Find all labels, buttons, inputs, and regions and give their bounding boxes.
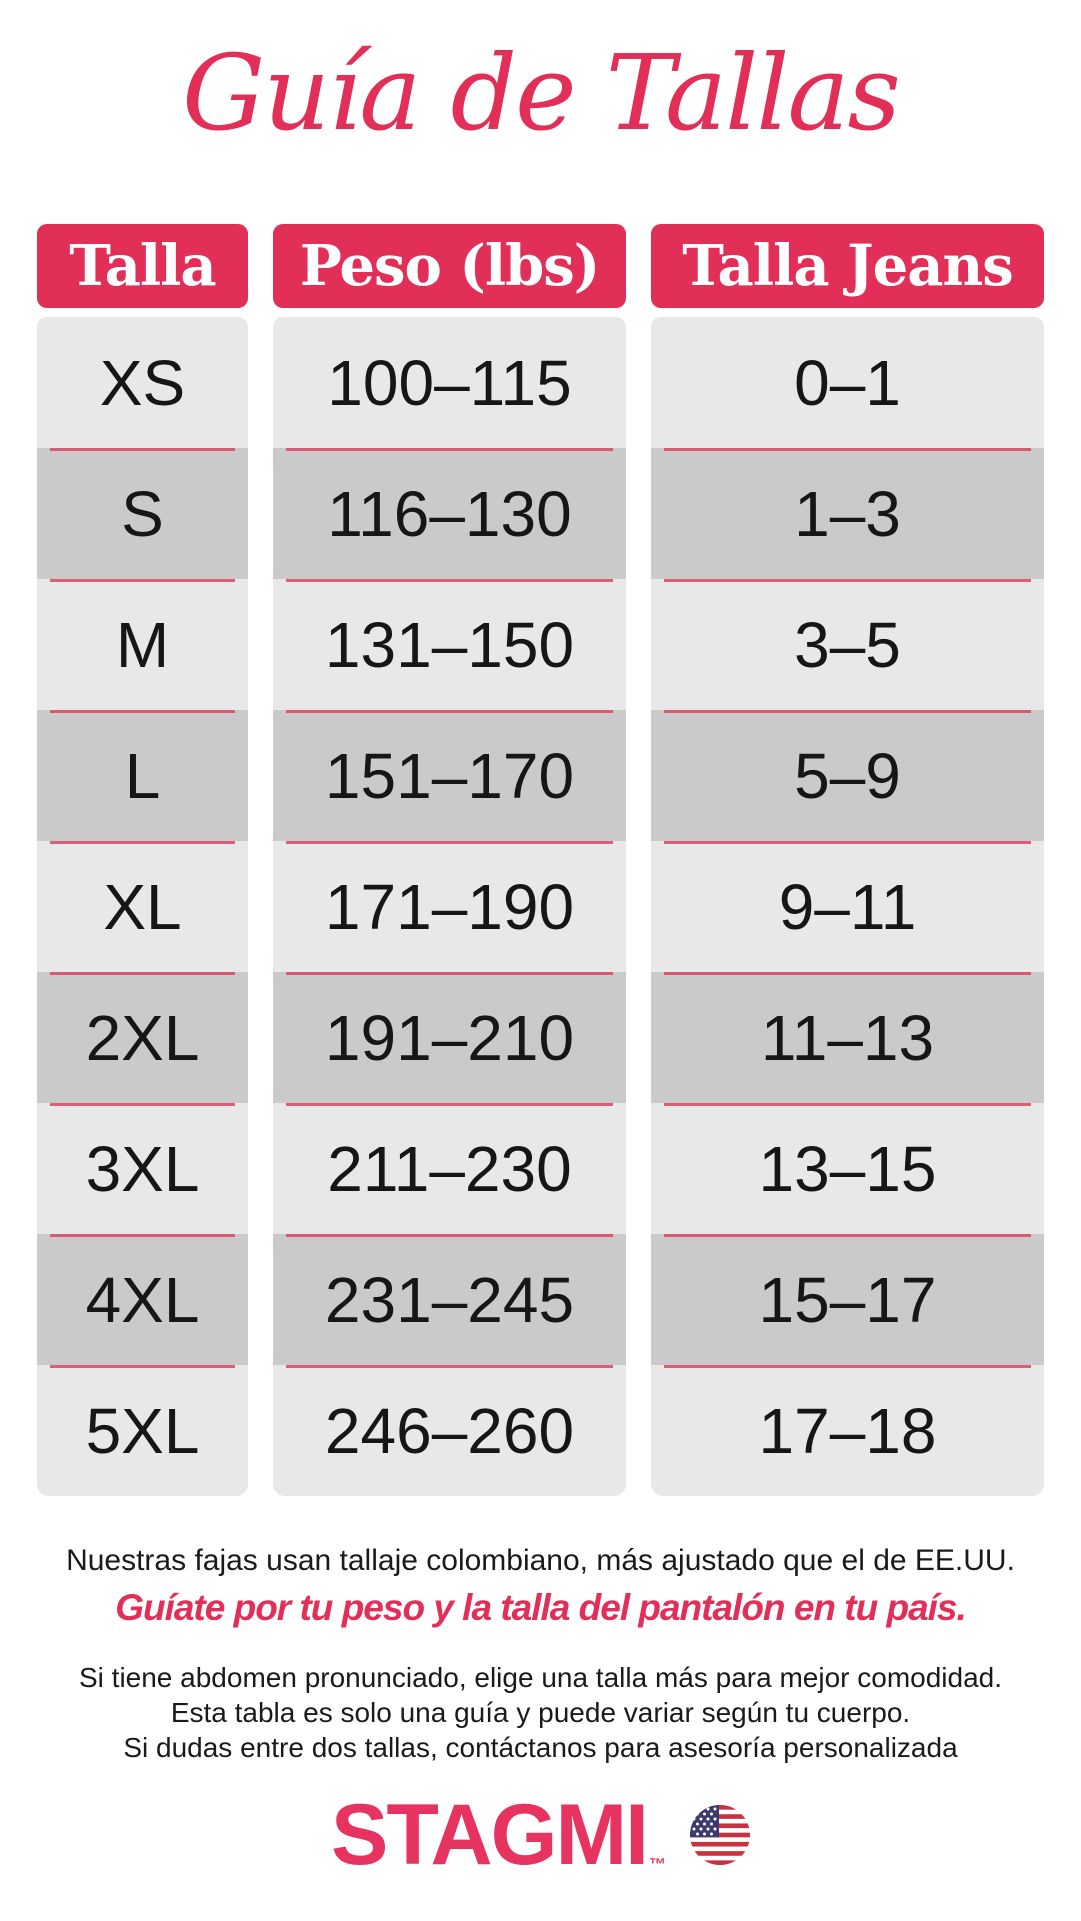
column-header-peso: Peso (lbs) bbox=[273, 224, 626, 308]
table-cell-talla-row7 bbox=[37, 1103, 248, 1234]
cell-value: 211–230 bbox=[327, 1132, 572, 1205]
row-separator bbox=[286, 1365, 613, 1368]
row-separator bbox=[664, 1234, 1031, 1237]
cell-value: 191–210 bbox=[324, 1001, 575, 1074]
row-separator bbox=[50, 1103, 235, 1106]
cell-value: 246–260 bbox=[324, 1394, 575, 1467]
column-talla bbox=[37, 224, 248, 1496]
note-block-bottom bbox=[0, 1660, 1081, 1765]
row-separator bbox=[50, 972, 235, 975]
row-separator bbox=[50, 579, 235, 582]
cell-value: XS bbox=[99, 346, 186, 419]
table-cell-peso-row9 bbox=[273, 1365, 626, 1496]
cell-value: 11–13 bbox=[760, 1001, 935, 1074]
cell-value: 17–18 bbox=[758, 1394, 937, 1467]
column-body-peso bbox=[273, 317, 626, 1496]
note-contact: Si dudas entre dos tallas, contáctanos para asesoría personalizada bbox=[123, 1732, 958, 1763]
cell-value: 1–3 bbox=[794, 477, 901, 550]
row-separator bbox=[50, 710, 235, 713]
table-cell-peso-row5 bbox=[273, 841, 626, 972]
row-separator bbox=[664, 448, 1031, 451]
table-cell-peso-row7 bbox=[273, 1103, 626, 1234]
cell-value: 231–245 bbox=[324, 1263, 575, 1336]
cell-value: 3XL bbox=[85, 1132, 200, 1205]
page-title: Guía de Tallas bbox=[182, 32, 899, 154]
table-cell-jeans-row6 bbox=[651, 972, 1044, 1103]
brand-logo bbox=[330, 1787, 665, 1883]
us-flag-icon bbox=[690, 1805, 750, 1865]
table-cell-talla-row5 bbox=[37, 841, 248, 972]
note-sizing-info: Nuestras fajas usan tallaje colombiano, más ajustado que el de EE.UU. bbox=[66, 1544, 1015, 1577]
cell-value: 9–11 bbox=[778, 870, 917, 943]
row-separator bbox=[286, 1103, 613, 1106]
note-guide-only: Esta tabla es solo una guía y puede variar según tu cuerpo. bbox=[170, 1697, 911, 1728]
cell-value: 131–150 bbox=[324, 608, 575, 681]
cell-value: 13–15 bbox=[758, 1132, 937, 1205]
column-peso bbox=[273, 224, 626, 1496]
cell-value: XL bbox=[103, 870, 182, 943]
cell-value: 3–5 bbox=[794, 608, 901, 681]
row-separator bbox=[664, 1103, 1031, 1106]
table-cell-jeans-row8 bbox=[651, 1234, 1044, 1365]
table-cell-peso-row8 bbox=[273, 1234, 626, 1365]
column-header-jeans: Talla Jeans bbox=[651, 224, 1044, 308]
table-cell-talla-row4 bbox=[37, 710, 248, 841]
row-separator bbox=[286, 710, 613, 713]
cell-value: 151–170 bbox=[324, 739, 575, 812]
row-separator bbox=[664, 1365, 1031, 1368]
row-separator bbox=[286, 579, 613, 582]
table-cell-talla-row9 bbox=[37, 1365, 248, 1496]
table-cell-jeans-row2 bbox=[651, 448, 1044, 579]
cell-value: 5XL bbox=[85, 1394, 200, 1467]
brand-footer bbox=[0, 1787, 1081, 1883]
row-separator bbox=[664, 579, 1031, 582]
cell-value: 116–130 bbox=[327, 477, 572, 550]
table-cell-peso-row6 bbox=[273, 972, 626, 1103]
brand-name: STAGMI bbox=[330, 1787, 648, 1883]
row-separator bbox=[50, 448, 235, 451]
table-cell-peso-row2 bbox=[273, 448, 626, 579]
table-cell-peso-row4 bbox=[273, 710, 626, 841]
cell-value: 0–1 bbox=[794, 346, 901, 419]
table-cell-talla-row8 bbox=[37, 1234, 248, 1365]
table-cell-jeans-row4 bbox=[651, 710, 1044, 841]
cell-value: 100–115 bbox=[327, 346, 572, 419]
cell-value: S bbox=[121, 477, 164, 550]
trademark-symbol: ™ bbox=[649, 1855, 665, 1874]
column-body-jeans bbox=[651, 317, 1044, 1496]
table-cell-jeans-row1 bbox=[651, 317, 1044, 448]
row-separator bbox=[286, 448, 613, 451]
note-abdomen: Si tiene abdomen pronunciado, elige una talla más para mejor comodidad. bbox=[78, 1662, 1002, 1693]
column-header-talla: Talla bbox=[37, 224, 248, 308]
table-cell-jeans-row9 bbox=[651, 1365, 1044, 1496]
table-cell-jeans-row7 bbox=[651, 1103, 1044, 1234]
row-separator bbox=[286, 841, 613, 844]
cell-value: L bbox=[124, 739, 161, 812]
table-cell-jeans-row3 bbox=[651, 579, 1044, 710]
table-cell-talla-row2 bbox=[37, 448, 248, 579]
table-cell-talla-row3 bbox=[37, 579, 248, 710]
note-block-top bbox=[0, 1540, 1081, 1632]
row-separator bbox=[286, 1234, 613, 1237]
row-separator bbox=[664, 841, 1031, 844]
cell-value: 171–190 bbox=[324, 870, 575, 943]
cell-value: 5–9 bbox=[794, 739, 901, 812]
table-cell-jeans-row5 bbox=[651, 841, 1044, 972]
row-separator bbox=[664, 710, 1031, 713]
table-cell-talla-row1 bbox=[37, 317, 248, 448]
column-body-talla bbox=[37, 317, 248, 1496]
row-separator bbox=[50, 1234, 235, 1237]
cell-value: 2XL bbox=[85, 1001, 200, 1074]
row-separator bbox=[664, 972, 1031, 975]
cell-value: 4XL bbox=[85, 1263, 200, 1336]
table-cell-peso-row3 bbox=[273, 579, 626, 710]
note-highlight: Guíate por tu peso y la talla del pantalón en tu país. bbox=[115, 1587, 966, 1628]
row-separator bbox=[286, 972, 613, 975]
row-separator bbox=[50, 1365, 235, 1368]
table-cell-peso-row1 bbox=[273, 317, 626, 448]
table-cell-talla-row6 bbox=[37, 972, 248, 1103]
cell-value: 15–17 bbox=[758, 1263, 937, 1336]
row-separator bbox=[50, 841, 235, 844]
column-jeans bbox=[651, 224, 1044, 1496]
size-table bbox=[37, 224, 1044, 1496]
cell-value: M bbox=[115, 608, 170, 681]
